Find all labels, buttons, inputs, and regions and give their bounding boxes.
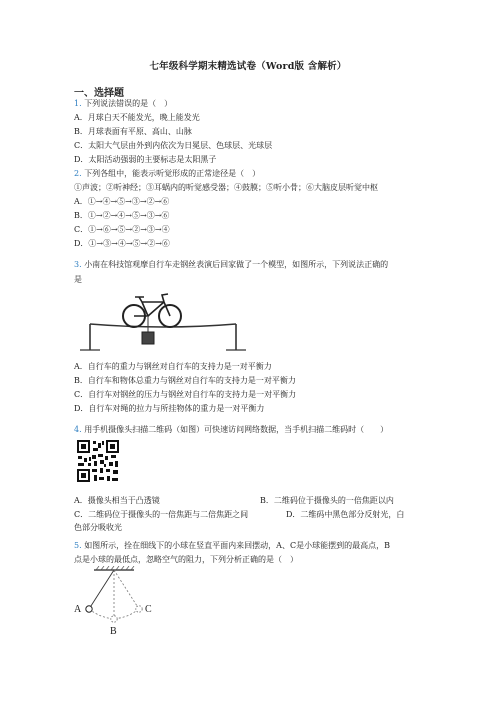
qr-code-icon [76, 439, 120, 483]
q5-stem-cont: 点是小球的最低点，忽略空气的阻力，下列分析正确的是（ ） [74, 555, 298, 564]
q1-option-c: C．太阳大气层由外到内依次为日冕层、色球层、光球层 [74, 141, 273, 150]
q3-number: 3. [74, 260, 82, 269]
label-b: B [110, 626, 117, 636]
q1-option-b: B．月球表面有平原、高山、山脉 [74, 127, 192, 136]
q3-option-b: B．自行车和物体总重力与钢丝对自行车的支持力是一对平衡力 [74, 376, 296, 385]
q3-option-a: A．自行车的重力与钢丝对自行车的支持力是一对平衡力 [74, 362, 272, 371]
ball-c [136, 606, 142, 612]
q3-stem-text: 小南在科技馆观摩自行车走钢丝表演后回家做了一个模型，如图所示，下列说法正确的 [84, 260, 389, 269]
q1-stem-text: 下列说法错误的是（ ） [84, 99, 173, 108]
section-heading: 一、选择题 [74, 88, 124, 99]
q1-option-d: D．太阳活动强弱的主要标志是太阳黑子 [74, 155, 217, 164]
q2-option-d: D．①→③→④→⑤→②→⑥ [74, 239, 170, 248]
q3-stem [74, 259, 388, 270]
q2-option-a: A．①→④→⑤→③→②→⑥ [74, 197, 170, 206]
q4-option-b: B．二维码位于摄像头的一倍焦距以内 [260, 496, 394, 505]
q5-number: 5. [74, 541, 82, 550]
q4-option-d: D．二维码中黑色部分反射光，白 [286, 510, 405, 519]
q3-stem-cont: 是 [74, 275, 82, 284]
ball-b [111, 616, 117, 622]
q4-option-c: C．二维码位于摄像头的一倍焦距与二倍焦距之间 [74, 510, 249, 519]
q2-option-b: B．①→②→④→⑤→③→⑥ [74, 211, 170, 220]
document-title: 七年级科学期末精选试卷（Word版 含解析） [149, 61, 347, 72]
label-a: A [74, 604, 82, 615]
q3-option-d: D．自行车对绳的拉力与所挂物体的重力是一对平衡力 [74, 404, 265, 413]
q3-option-c: C．自行车对钢丝的压力与钢丝对自行车的支持力是一对平衡力 [74, 390, 297, 399]
q4-number: 4. [74, 425, 82, 434]
q2-option-c: C．①→⑥→⑤→②→③→④ [74, 225, 170, 234]
pendulum-figure [72, 566, 162, 636]
q2-stem [74, 168, 260, 179]
q2-stem-text: 下列各组中，能表示听觉形成的正常途径是（ ） [84, 169, 261, 178]
q5-stem-text: 如图所示，拴在细线下的小球在竖直平面内来回摆动，A、C是小球能摆到的最高点，B [84, 541, 390, 550]
weight-block [142, 332, 154, 344]
ball-a [86, 606, 92, 612]
q1-stem [74, 98, 172, 109]
q4-stem-text: 用手机摄像头扫描二维码（如图）可快速访问网络数据，当手机扫描二维码时（ ） [84, 425, 389, 434]
q4-option-a: A．摄像头相当于凸透镜 [74, 496, 160, 505]
q1-number: 1. [74, 99, 82, 108]
q4-stem [74, 424, 388, 435]
q2-items: ①声波；②听神经；③耳蜗内的听觉感受器；④鼓膜；⑤听小骨；⑥大脑皮层听觉中枢 [74, 183, 378, 192]
bicycle-icon [123, 294, 181, 327]
bicycle-wire-figure [76, 290, 248, 352]
q2-number: 2. [74, 169, 82, 178]
q1-option-a: A．月球白天不能发光，晚上能发光 [74, 113, 200, 122]
q4-option-d-cont: 色部分吸收光 [74, 523, 122, 532]
q5-stem [74, 540, 390, 551]
label-c: C [145, 604, 152, 615]
